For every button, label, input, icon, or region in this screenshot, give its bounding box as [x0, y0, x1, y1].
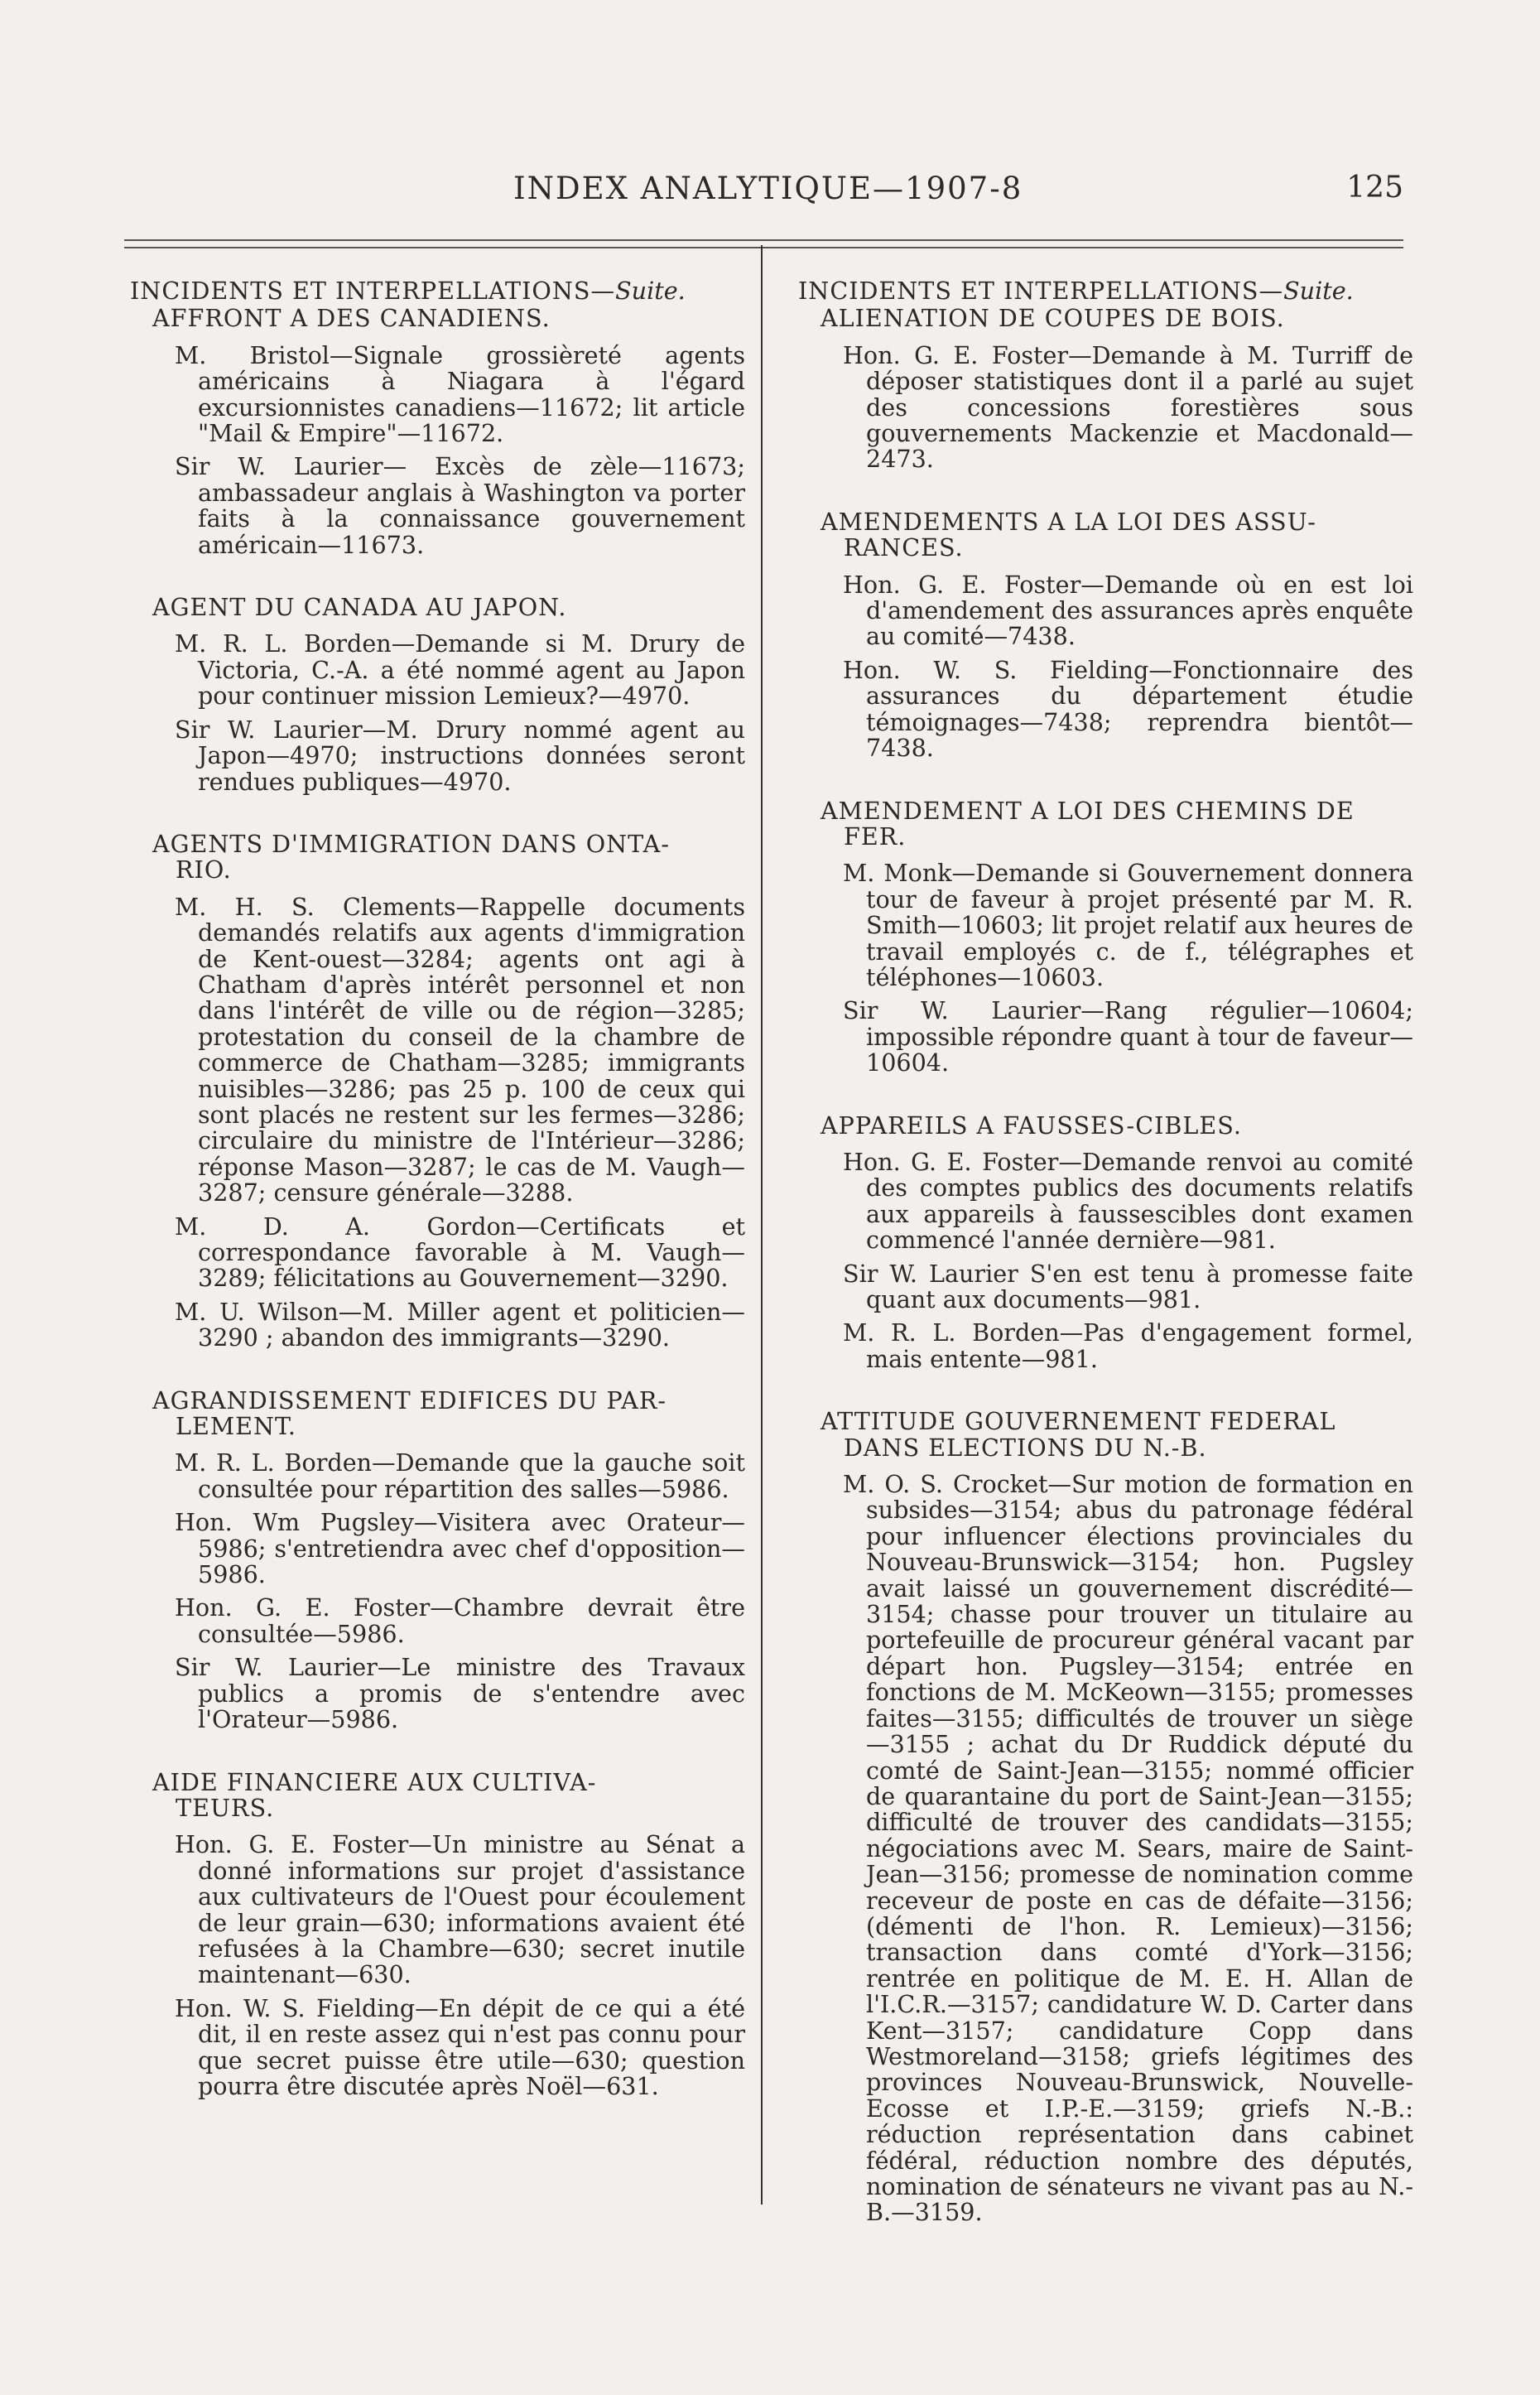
topic	[128, 306, 745, 558]
topic	[796, 798, 1413, 1077]
index-entry: Hon. W. S. Fielding—En dépit de ce qui a été dit, il en reste assez qui n'est pas connu pour que secret puisse être utile—630; question pourra être discutée après Noël—631.	[175, 1993, 745, 2100]
topic-title	[796, 509, 1413, 561]
index-entry: Sir W. Laurier— Excès de zèle—11673; ambassadeur anglais à Washington va porter faits à la connaissance gouvernement américain—11673.	[175, 452, 745, 559]
index-entry: Sir W. Laurier—M. Drury nommé agent au Japon—4970; instructions données seront rendues publiques—4970.	[175, 715, 745, 796]
topic-title-text: AGENT DU CANADA AU JAPON.	[152, 593, 567, 622]
index-entry: M. R. L. Borden—Demande que la gauche soit consultée pour répartition des salles—5986.	[175, 1448, 745, 1503]
topic-title-text: ALIENATION DE COUPES DE BOIS.	[821, 304, 1285, 333]
index-entry: M. Monk—Demande si Gouvernement donnera tour de faveur à projet présenté par M. R. Smith—10603; lit projet relatif aux heures de travail employés c. de f., télégraphes et téléphones—10603.	[843, 859, 1413, 991]
topic-title-continuation: LEMENT.	[176, 1412, 296, 1441]
topic	[796, 509, 1413, 762]
topic-title-continuation: DANS ELECTIONS DU N.-B.	[844, 1433, 1207, 1462]
topic-title-text: APPAREILS A FAUSSES-CIBLES.	[821, 1111, 1242, 1140]
index-entry: M. R. L. Borden—Demande si M. Drury de Victoria, C.-A. a été nommé agent au Japon pour continuer mission Lemieux?—4970.	[175, 629, 745, 711]
section-heading-text: INCIDENTS ET INTERPELLATIONS—	[130, 277, 616, 305]
topic-title-text: ATTITUDE GOUVERNEMENT FEDERAL	[821, 1407, 1336, 1436]
topic-title	[128, 1385, 745, 1441]
index-entry: M. R. L. Borden—Pas d'engagement formel, mais entente—981.	[843, 1318, 1413, 1373]
index-entry: Hon. Wm Pugsley—Visitera avec Orateur—5986; s'entretiendra avec chef d'opposition—5986.	[175, 1508, 745, 1589]
topic	[128, 831, 745, 1352]
index-entry: M. O. S. Crocket—Sur motion de formation en subsides—3154; abus du patronage fédéral pour influencer élections provinciales du Nouveau-Brunswick—3154; hon. Pugsley avait laissé un gouvernement discrédité—3154; chasse pour trouver un titulaire au portefeuille de procureur général vacant par départ hon. Pugsley—3154; entrée en fonctions de M. McKeown—3155; promesses faites—3155; difficultés de trouver un siège—3155 ; achat du Dr Ruddick député du comté de Saint-Jean—3155; nommé officier de quarantaine du port de Saint-Jean—3155; difficulté de trouver des candidats—3155; négociations avec M. Sears, maire de Saint-Jean—3156; promesse de nomination comme receveur de poste en cas de défaite—3156; (démenti de l'hon. R. Lemieux)—3156; transaction dans comté d'York—3156; rentrée en politique de M. E. H. Allan de l'I.C.R.—3157; candidature W. D. Carter dans Kent—3157; candidature Copp dans Westmoreland—3158; griefs légitimes des provinces Nouveau-Brunswick, Nouvelle-Ecosse et I.P.-E.—3159; griefs N.-B.: réduction représentation dans cabinet fédéral, réduction nombre des députés, nomination de sénateurs ne vivant pas au N.-B.—3159.	[843, 1470, 1413, 2227]
topic	[796, 306, 1413, 472]
topic-title-continuation: RIO.	[176, 855, 232, 884]
page-number: 125	[1346, 171, 1403, 205]
topic	[128, 595, 745, 795]
topic	[796, 1409, 1413, 2226]
topic-title-continuation: RANCES.	[844, 533, 964, 562]
index-entry: M. D. A. Gordon—Certificats et correspondance favorable à M. Vaugh—3289; félicitations au Gouvernement—3290.	[175, 1212, 745, 1293]
page-header	[124, 171, 1403, 212]
index-entry: M. H. S. Clements—Rappelle documents demandés relatifs aux agents d'immigration de Kent-ouest—3284; agents ont agi à Chatham d'après intérêt personnel et non dans l'intérêt de ville ou de région—3285; protestation du conseil de la chambre de commerce de Chatham—3285; immigrants nuisibles—3286; pas 25 p. 100 de ceux qui sont placés ne restent sur les fermes—3286; circulaire du ministre de l'Intérieur—3286; réponse Mason—3287; le cas de M. Vaugh—3287; censure générale—3288.	[175, 892, 745, 1207]
topic-title	[796, 1409, 1413, 1461]
topic-title	[128, 595, 745, 620]
index-entry: M. Bristol—Signale grossièreté agents américains à Niagara à l'égard excursionnistes canadiens—11672; lit article "Mail & Empire"—11672.	[175, 340, 745, 448]
left-column	[128, 278, 745, 2107]
section-heading	[128, 278, 745, 304]
column-divider	[761, 245, 763, 2205]
topic-title	[796, 306, 1413, 331]
index-entry: M. U. Wilson—M. Miller agent et politicien—3290 ; abandon des immigrants—3290.	[175, 1297, 745, 1352]
topic-title	[128, 1767, 745, 1822]
topic-title-text: AMENDEMENT A LOI DES CHEMINS DE	[821, 796, 1355, 825]
topic-title	[128, 831, 745, 884]
index-entry: Sir W. Laurier S'en est tenu à promesse faite quant aux documents—981.	[843, 1259, 1413, 1313]
topic-title-text: AGRANDISSEMENT EDIFICES DU PAR-	[152, 1385, 667, 1414]
topic-title-text: AMENDEMENTS A LA LOI DES ASSU-	[821, 507, 1316, 536]
index-entry: Hon. W. S. Fielding—Fonctionnaire des assurances du département étudie témoignages—7438; reprendra bientôt—7438.	[843, 655, 1413, 763]
index-entry: Hon. G. E. Foster—Un ministre au Sénat a donné informations sur projet d'assistance aux cultivateurs de l'Ouest pour écoulement de leur grain—630; informations avaient été refusées à la Chambre—630; secret inutile maintenant—630.	[175, 1830, 745, 1989]
topic-title	[796, 1113, 1413, 1139]
right-column	[796, 278, 1413, 2234]
index-entry: Hon. G. E. Foster—Demande renvoi au comité des comptes publics des documents relatifs aux appareils à faussescibles dont examen commencé l'année dernière—981.	[843, 1147, 1413, 1255]
index-entry: Hon. G. E. Foster—Demande à M. Turriff de déposer statistiques dont il a parlé au sujet des concessions forestières sous gouvernements Mackenzie et Macdonald—2473.	[843, 340, 1413, 474]
topic	[796, 1113, 1413, 1373]
topic-title-continuation: TEURS.	[176, 1793, 275, 1822]
index-entry: Sir W. Laurier—Le ministre des Travaux publics a promis de s'entendre avec l'Orateur—5986.	[175, 1653, 745, 1734]
topic-title	[796, 798, 1413, 851]
index-entry: Hon. G. E. Foster—Demande où en est loi d'amendement des assurances après enquête au comité—7438.	[843, 570, 1413, 651]
topic-title-text: AFFRONT A DES CANADIENS.	[152, 304, 551, 333]
header-rule-bottom	[124, 247, 1403, 248]
index-entry: Hon. G. E. Foster—Chambre devrait être consultée—5986.	[175, 1593, 745, 1648]
topic	[128, 1385, 745, 1734]
header-rule-top	[124, 239, 1403, 241]
topic-title-text: AGENTS D'IMMIGRATION DANS ONTA-	[152, 829, 670, 858]
section-heading	[796, 278, 1413, 304]
topic	[128, 1767, 745, 2100]
section-heading-suite: Suite.	[1283, 277, 1354, 305]
topic-title	[128, 306, 745, 331]
running-title: INDEX ANALYTIQUE—1907-8	[513, 171, 1023, 206]
section-heading-suite: Suite.	[615, 277, 686, 305]
topic-title-text: AIDE FINANCIERE AUX CULTIVA-	[152, 1767, 597, 1796]
index-entry: Sir W. Laurier—Rang régulier—10604; impossible répondre quant à tour de faveur—10604.	[843, 996, 1413, 1077]
topic-title-continuation: FER.	[844, 822, 907, 851]
section-heading-text: INCIDENTS ET INTERPELLATIONS—	[798, 277, 1284, 305]
